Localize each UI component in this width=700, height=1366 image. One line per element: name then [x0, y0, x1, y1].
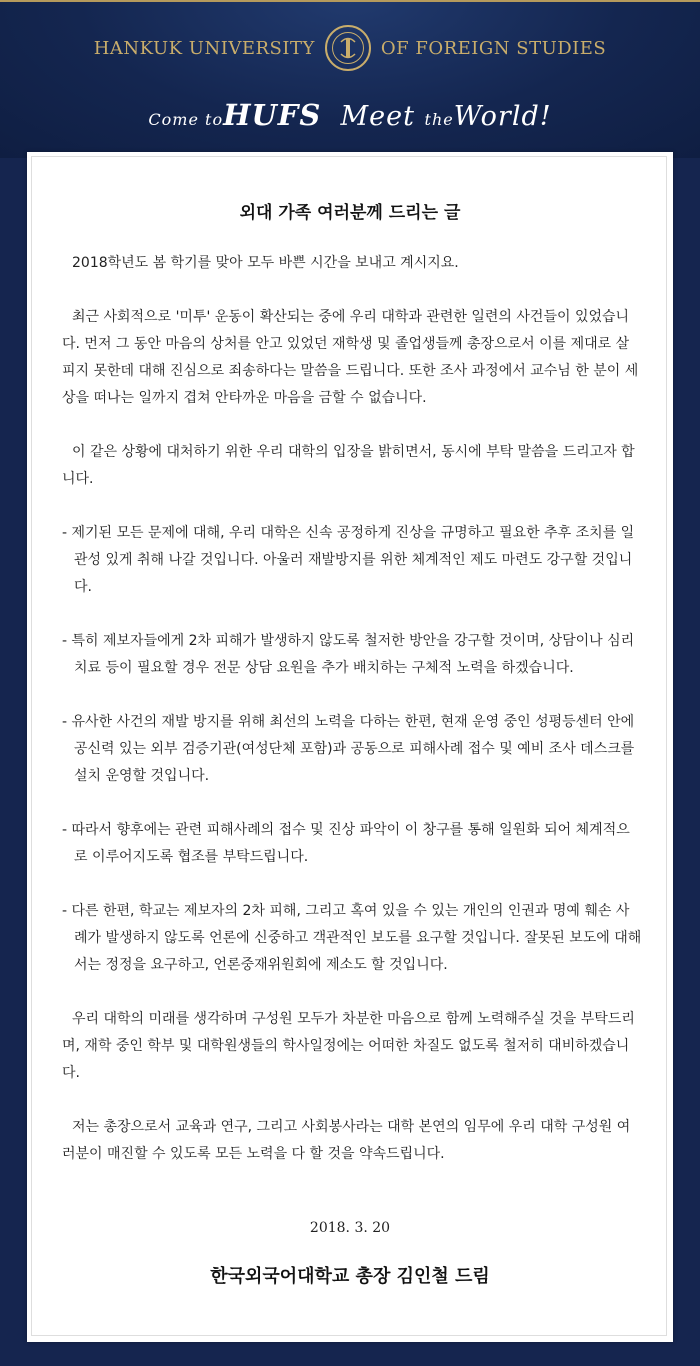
university-name	[0, 28, 700, 68]
header-banner	[0, 0, 700, 158]
slogan-world: World!	[453, 101, 552, 132]
letter-body	[62, 250, 642, 1195]
paragraph-item-investigation: - 제기된 모든 문제에 대해, 우리 대학은 신속 공정하게 진상을 규명하고 필요한 추후 조치를 일관성 있게 취해 나갈 것입니다. 아울러 재발방지를 위한 체계적인 제도 마련도 강구할 것입니다.	[62, 525, 635, 595]
letter-title: 외대 가족 여러분께 드리는 글	[239, 203, 461, 223]
paragraph-item-desk: - 유사한 사건의 재발 방지를 위해 최선의 노력을 다하는 한편, 현재 운영 중인 성평등센터 안에 공신력 있는 외부 검증기관(여성단체 포함)과 공동으로 피해사례 접수 및 예비 조사 데스크를 설치 운영할 것입니다.	[62, 714, 635, 784]
letter-paper	[27, 152, 673, 1342]
university-name-right: OF FOREIGN STUDIES	[380, 37, 607, 59]
slogan-hufs: HUFS	[223, 98, 322, 132]
slogan-the: the	[424, 110, 454, 129]
paragraph-item-protection: - 특히 제보자들에게 2차 피해가 발생하지 않도록 철저한 방안을 강구할 것이며, 상담이나 심리 치료 등이 필요할 경우 전문 상담 요원을 추가 배치하는 구체적 노력을 하겠습니다.	[62, 633, 635, 676]
paragraph-greeting: 2018학년도 봄 학기를 맞아 모두 바쁜 시간을 보내고 계시지요.	[72, 255, 459, 271]
university-seal-icon	[325, 25, 371, 71]
slogan-come-to: Come to	[148, 110, 224, 129]
letter-date: 2018. 3. 20	[309, 1220, 391, 1236]
seal-emblem-icon	[338, 36, 358, 60]
paragraph-future: 우리 대학의 미래를 생각하며 구성원 모두가 차분한 마음으로 함께 노력해주실 것을 부탁드리며, 재학 중인 학부 및 대학원생들의 학사일정에는 어떠한 차질도 없도록 철저히 대비하겠습니다.	[62, 1011, 635, 1081]
paragraph-item-channel: - 따라서 향후에는 관련 피해사례의 접수 및 진상 파악이 이 창구를 통해 일원화 되어 체계적으로 이루어지도록 협조를 부탁드립니다.	[62, 822, 630, 865]
paragraph-apology: 최근 사회적으로 '미투' 운동이 확산되는 중에 우리 대학과 관련한 일련의 사건들이 있었습니다. 먼저 그 동안 마음의 상처를 안고 있었던 재학생 및 졸업생들께 총장으로서 이를 제대로 살피지 못한데 대해 진심으로 죄송하다는 말씀을 드립니다. 또한 조사 과정에서 교수님 한 분이 세상을 떠나는 일까지 겹쳐 안타까운 마음을 금할 수 없습니다.	[62, 309, 639, 406]
university-name-left: HANKUK UNIVERSITY	[93, 37, 315, 59]
paragraph-promise: 저는 총장으로서 교육과 연구, 그리고 사회봉사라는 대학 본연의 임무에 우리 대학 구성원 여러분이 매진할 수 있도록 모든 노력을 다 할 것을 약속드립니다.	[62, 1119, 631, 1162]
paragraph-intro: 이 같은 상황에 대처하기 위한 우리 대학의 입장을 밝히면서, 동시에 부탁 말씀을 드리고자 합니다.	[62, 444, 635, 487]
paragraph-item-media: - 다른 한편, 학교는 제보자의 2차 피해, 그리고 혹여 있을 수 있는 개인의 인권과 명예 훼손 사례가 발생하지 않도록 언론에 신중하고 객관적인 보도를 요구할 것입니다. 잘못된 보도에 대해서는 정정을 요구하고, 언론중재위원회에 제소도 할 것입니다.	[62, 903, 642, 973]
letter-signature: 한국외국어대학교 총장 김인철 드림	[210, 1266, 490, 1287]
slogan-meet: Meet	[340, 101, 415, 132]
header-top-line	[0, 0, 700, 2]
slogan	[0, 98, 700, 132]
